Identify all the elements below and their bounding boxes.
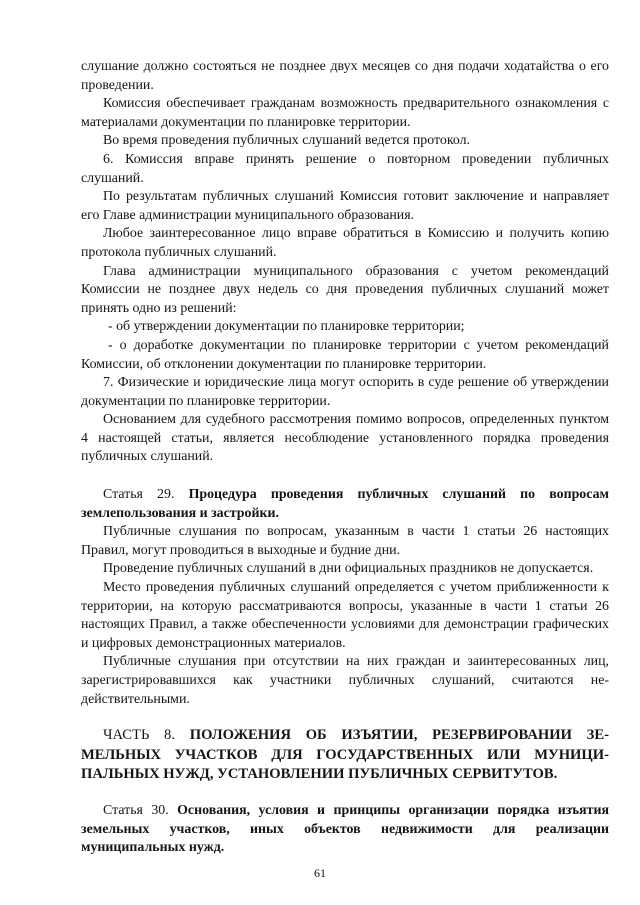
paragraph: 7. Физические и юридические лица могут оспорить в суде решение об утверждении документации по планировке территории. <box>81 375 609 409</box>
list-item: - об утверждении документации по планировке территории; <box>108 319 465 335</box>
paragraph: Публичные слушания при отсутствии на них граждан и заинтересованных лиц, зарегистрировавшихся как участники публичных слушаний, считаются недействительными. <box>81 654 609 707</box>
article-30-title: Основания, условия и принципы организации порядка изъятия земельных участков, иных объектов недвижимости для реализации муниципальных нужд. <box>81 802 610 856</box>
article-29-heading <box>81 486 609 523</box>
paragraph: Публичные слушания по вопросам, указанным в части 1 статьи 26 настоящих Правил, могут проводиться в выходные и будние дни. <box>81 524 609 558</box>
paragraph: слушание должно состояться не позднее двух месяцев со дня подачи ходатайства о его проведении. <box>81 59 609 93</box>
part-8-heading <box>81 726 609 785</box>
article-30-heading <box>81 802 609 858</box>
paragraph: Во время проведения публичных слушаний ведется протокол. <box>103 133 471 149</box>
paragraph: Место проведения публичных слушаний определяется с учетом приближенности к территории, на которую рассматриваются вопросы, указанные в части 1 статьи 26 настоящих Правил, а также обеспеченности условиями для демонстрации графических и цифровых демонстрационных материалов. <box>81 580 609 651</box>
list-item: - о доработке документации по планировке территории с учетом рекомендаций Комиссии, об отклонении документации по планировке территории. <box>81 337 609 372</box>
paragraph: Комиссия обеспечивает гражданам возможность предварительного ознакомления с материалами документации по планировке территории. <box>81 96 609 130</box>
article-30-prefix: Статья 30. <box>103 802 169 818</box>
paragraph: Основанием для судебного рассмотрения помимо вопросов, определенных пунктом 4 настоящей статьи, является несоблюдение установленного порядка проведения публичных слушаний. <box>81 412 609 465</box>
paragraph: По результатам публичных слушаний Комиссия готовит заключение и направляет его Главе администрации муниципального образования. <box>81 189 609 223</box>
article-29-title: Процедура проведения публичных слушаний по вопросам землепользования и застройки. <box>81 487 609 521</box>
article-29-prefix: Статья 29. <box>103 487 175 503</box>
paragraph: Проведение публичных слушаний в дни официальных праздников не допускается. <box>103 561 594 577</box>
paragraph: 6. Комиссия вправе принять решение о повторном проведении публичных слушаний. <box>81 151 609 186</box>
part-8-prefix: ЧАСТЬ 8. <box>103 727 175 744</box>
page-number: 61 <box>314 866 326 880</box>
paragraph: Глава администрации муниципального образования с учетом рекомендаций Комиссии не позднее двух недель со дня проведения публичных слушаний может принять одно из решений: <box>81 263 609 316</box>
paragraph: Любое заинтересованное лицо вправе обратиться в Комиссию и получить копию протокола публичных слушаний. <box>81 226 609 260</box>
part-8-title: ПОЛОЖЕНИЯ ОБ ИЗЪЯТИИ, РЕЗЕРВИРОВАНИИ ЗЕМЕЛЬНЫХ УЧАСТКОВ ДЛЯ ГОСУДАРСТВЕННЫХ ИЛИ МУНИЦИПАЛЬНЫХ НУЖД, УСТАНОВЛЕНИИ ПУБЛИЧНЫХ СЕРВИТУТОВ. <box>81 727 609 783</box>
